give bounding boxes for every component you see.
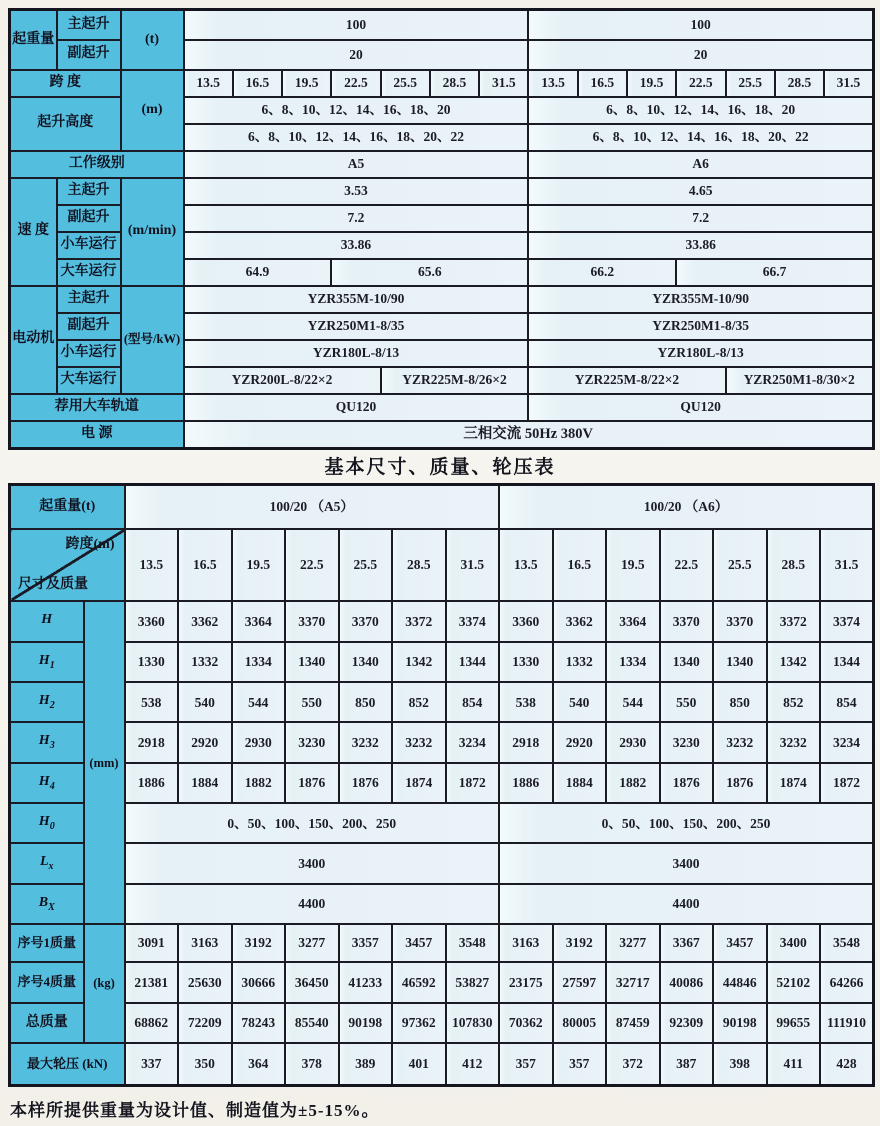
- span-a5-1: 13.5: [184, 70, 233, 97]
- row-H: [10, 601, 874, 641]
- row-power: [10, 421, 874, 449]
- cell-H4: 1886: [499, 763, 553, 803]
- cell-mass1: 3457: [713, 924, 767, 962]
- row-total-mass: [10, 1003, 874, 1043]
- cell-H4: 1884: [178, 763, 232, 803]
- cell-H3: 2920: [553, 722, 607, 762]
- cell-wheel: 398: [713, 1043, 767, 1085]
- motor-main-a6: YZR355M-10/90: [528, 286, 873, 313]
- dims-span-col: 13.5: [125, 529, 179, 602]
- span-a5-7: 31.5: [479, 70, 528, 97]
- cell-H2: 550: [660, 682, 714, 722]
- diag-span-label: 跨度(m): [65, 536, 115, 552]
- capacity-main-a5: 100: [184, 10, 529, 40]
- cell-H2: 540: [178, 682, 232, 722]
- dims-span-col: 31.5: [820, 529, 874, 602]
- cell-mass1: 3548: [446, 924, 500, 962]
- span-a6-3: 19.5: [627, 70, 676, 97]
- diag-dims-label: 尺寸及质量: [18, 577, 88, 593]
- lift-heights-main-a6: 6、8、10、12、14、16、18、20: [528, 97, 873, 124]
- cell-H3: 2918: [125, 722, 179, 762]
- cell-H2: 852: [392, 682, 446, 722]
- cell-H: 3362: [178, 601, 232, 641]
- cell-mass4: 23175: [499, 962, 553, 1002]
- span-a6-7: 31.5: [824, 70, 873, 97]
- cell-mass1: 3277: [285, 924, 339, 962]
- dims-table: [8, 483, 875, 1087]
- row-capacity-main: [10, 10, 874, 40]
- total-mass-label: 总质量: [10, 1003, 84, 1043]
- cell-H3: 3234: [446, 722, 500, 762]
- cell-mass1: 3091: [125, 924, 179, 962]
- row-speed-main: [10, 178, 874, 205]
- cell-H3: 2930: [606, 722, 660, 762]
- row-H2: [10, 682, 874, 722]
- cell-H1: 1340: [339, 642, 393, 682]
- cell-H: 3362: [553, 601, 607, 641]
- row-H4: [10, 763, 874, 803]
- cell-wheel: 411: [767, 1043, 821, 1085]
- cell-H1: 1340: [660, 642, 714, 682]
- cell-mass1: 3192: [553, 924, 607, 962]
- power-label: 电 源: [10, 421, 184, 449]
- row-label-H3: $H_3$: [10, 722, 84, 762]
- cell-mass1: 3548: [820, 924, 874, 962]
- motor-main-label: 主起升: [57, 286, 121, 313]
- cell-H1: 1330: [125, 642, 179, 682]
- cell-H: 3364: [232, 601, 286, 641]
- cell-Bx-a6: 4400: [499, 884, 874, 924]
- crane-travel-label: 大车运行: [57, 259, 121, 286]
- cell-H: 3372: [392, 601, 446, 641]
- cell-H3: 2920: [178, 722, 232, 762]
- dims-span-col: 13.5: [499, 529, 553, 602]
- cell-wheel: 357: [553, 1043, 607, 1085]
- span-a5-3: 19.5: [282, 70, 331, 97]
- row-wheel-load: [10, 1043, 874, 1085]
- motor-aux-a5: YZR250M1-8/35: [184, 313, 529, 340]
- cell-H4: 1874: [392, 763, 446, 803]
- cell-H2: 850: [339, 682, 393, 722]
- row-H0: [10, 803, 874, 843]
- cell-H2: 854: [820, 682, 874, 722]
- speed-trolley-a6: 33.86: [528, 232, 873, 259]
- cell-mass1: 3163: [178, 924, 232, 962]
- cell-H: 3372: [767, 601, 821, 641]
- cell-H1: 1332: [553, 642, 607, 682]
- row-label-H4: $H_4$: [10, 763, 84, 803]
- unit-m-label: (m): [121, 70, 184, 151]
- cell-Lx-a6: 3400: [499, 843, 874, 883]
- speed-crane-a6-a: 66.2: [528, 259, 676, 286]
- cell-wheel: 428: [820, 1043, 874, 1085]
- cell-Lx-a5: 3400: [125, 843, 500, 883]
- cell-wheel: 350: [178, 1043, 232, 1085]
- cell-H3: 3232: [713, 722, 767, 762]
- dims-cap-a6: 100/20 （A6）: [499, 485, 874, 529]
- span-a5-6: 28.5: [430, 70, 479, 97]
- spec-table: [8, 8, 875, 450]
- cell-total: 70362: [499, 1003, 553, 1043]
- speed-crane-a5-a: 64.9: [184, 259, 332, 286]
- speed-aux-label: 副起升: [57, 205, 121, 232]
- row-motor-main: [10, 286, 874, 313]
- span-a6-4: 22.5: [676, 70, 725, 97]
- cell-total: 97362: [392, 1003, 446, 1043]
- unit-mm-label: (mm): [84, 601, 125, 924]
- capacity-aux-a6: 20: [528, 40, 873, 70]
- cell-H2: 538: [499, 682, 553, 722]
- cell-wheel: 387: [660, 1043, 714, 1085]
- row-H1: [10, 642, 874, 682]
- cell-H4: 1886: [125, 763, 179, 803]
- capacity-label: 起重量: [10, 10, 57, 70]
- mass1-label: 序号1质量: [10, 924, 84, 962]
- cell-mass1: 3357: [339, 924, 393, 962]
- motor-crane-a5-a: YZR200L-8/22×2: [184, 367, 381, 394]
- diagonal-header-cell: [10, 529, 125, 602]
- motor-main-a5: YZR355M-10/90: [184, 286, 529, 313]
- span-a6-6: 28.5: [775, 70, 824, 97]
- footnote: 本样所提供重量为设计值、制造值为±5-15%。: [10, 1101, 380, 1120]
- dims-span-col: 31.5: [446, 529, 500, 602]
- cell-H3: 3232: [339, 722, 393, 762]
- cell-mass4: 53827: [446, 962, 500, 1002]
- cell-total: 90198: [339, 1003, 393, 1043]
- cell-H3: 3234: [820, 722, 874, 762]
- motor-aux-label: 副起升: [57, 313, 121, 340]
- cell-H: 3360: [125, 601, 179, 641]
- cell-total: 78243: [232, 1003, 286, 1043]
- dims-span-col: 19.5: [606, 529, 660, 602]
- cell-H4: 1872: [446, 763, 500, 803]
- row-Lx: [10, 843, 874, 883]
- speed-aux-a5: 7.2: [184, 205, 529, 232]
- cell-H4: 1882: [232, 763, 286, 803]
- dims-span-col: 28.5: [767, 529, 821, 602]
- cell-mass4: 32717: [606, 962, 660, 1002]
- aux-hoist-label: 副起升: [57, 40, 121, 70]
- speed-aux-a6: 7.2: [528, 205, 873, 232]
- motor-label: 电动机: [10, 286, 57, 394]
- duty-a5: A5: [184, 151, 529, 178]
- cell-H2: 544: [232, 682, 286, 722]
- cell-H4: 1876: [660, 763, 714, 803]
- cell-H4: 1876: [713, 763, 767, 803]
- motor-trolley-label: 小车运行: [57, 340, 121, 367]
- row-label-H2: $H_2$: [10, 682, 84, 722]
- cell-H4: 1884: [553, 763, 607, 803]
- cell-total: 80005: [553, 1003, 607, 1043]
- cell-mass4: 44846: [713, 962, 767, 1002]
- cell-wheel: 364: [232, 1043, 286, 1085]
- motor-crane-a6-b: YZR250M1-8/30×2: [726, 367, 874, 394]
- cell-H1: 1342: [392, 642, 446, 682]
- cell-wheel: 372: [606, 1043, 660, 1085]
- cell-H1: 1342: [767, 642, 821, 682]
- dims-span-col: 22.5: [285, 529, 339, 602]
- cell-wheel: 357: [499, 1043, 553, 1085]
- cell-H2: 544: [606, 682, 660, 722]
- span-a5-5: 25.5: [381, 70, 430, 97]
- cell-H1: 1332: [178, 642, 232, 682]
- cell-mass1: 3457: [392, 924, 446, 962]
- unit-m-min-label: (m/min): [121, 178, 184, 286]
- cell-H2: 852: [767, 682, 821, 722]
- cell-H3: 3230: [660, 722, 714, 762]
- cell-total: 85540: [285, 1003, 339, 1043]
- main-hoist-label: 主起升: [57, 10, 121, 40]
- speed-trolley-a5: 33.86: [184, 232, 529, 259]
- speed-main-a6: 4.65: [528, 178, 873, 205]
- cell-H: 3374: [446, 601, 500, 641]
- cell-H4: 1882: [606, 763, 660, 803]
- cell-wheel: 412: [446, 1043, 500, 1085]
- row-dims-capacity: [10, 485, 874, 529]
- wheel-load-label: 最大轮压 (kN): [10, 1043, 125, 1085]
- unit-model-kw-label: (型号/kW): [121, 286, 184, 394]
- cell-H2: 538: [125, 682, 179, 722]
- unit-kg-label: (kg): [84, 924, 125, 1043]
- cell-total: 68862: [125, 1003, 179, 1043]
- cell-total: 72209: [178, 1003, 232, 1043]
- dims-span-col: 25.5: [713, 529, 767, 602]
- cell-H: 3370: [660, 601, 714, 641]
- speed-label: 速 度: [10, 178, 57, 286]
- motor-trolley-a5: YZR180L-8/13: [184, 340, 529, 367]
- cell-H1: 1344: [446, 642, 500, 682]
- mass4-label: 序号4质量: [10, 962, 84, 1002]
- lift-height-label: 起升高度: [10, 97, 121, 151]
- row-label-Lx: $L_x$: [10, 843, 84, 883]
- lift-heights-main-a5: 6、8、10、12、14、16、18、20: [184, 97, 529, 124]
- cell-H: 3370: [713, 601, 767, 641]
- span-a6-1: 13.5: [528, 70, 577, 97]
- cell-H3: 2918: [499, 722, 553, 762]
- cell-wheel: 401: [392, 1043, 446, 1085]
- row-label-H0: $H_0$: [10, 803, 84, 843]
- dims-span-col: 16.5: [553, 529, 607, 602]
- row-span: [10, 70, 874, 97]
- cell-mass4: 27597: [553, 962, 607, 1002]
- duty-a6: A6: [528, 151, 873, 178]
- duty-class-label: 工作级别: [10, 151, 184, 178]
- cell-H4: 1876: [285, 763, 339, 803]
- cell-total: 99655: [767, 1003, 821, 1043]
- cell-H1: 1334: [232, 642, 286, 682]
- row-dims-spans: [10, 529, 874, 602]
- motor-crane-a6-a: YZR225M-8/22×2: [528, 367, 725, 394]
- speed-main-a5: 3.53: [184, 178, 529, 205]
- cell-H2: 540: [553, 682, 607, 722]
- cell-H: 3360: [499, 601, 553, 641]
- row-label-Bx: $B_X$: [10, 884, 84, 924]
- motor-aux-a6: YZR250M1-8/35: [528, 313, 873, 340]
- motor-crane-a5-b: YZR225M-8/26×2: [381, 367, 529, 394]
- cell-total: 92309: [660, 1003, 714, 1043]
- cell-H4: 1876: [339, 763, 393, 803]
- cell-mass4: 25630: [178, 962, 232, 1002]
- capacity-main-a6: 100: [528, 10, 873, 40]
- cell-mass4: 30666: [232, 962, 286, 1002]
- lift-heights-aux-a5: 6、8、10、12、14、16、18、20、22: [184, 124, 529, 151]
- cell-H: 3364: [606, 601, 660, 641]
- cell-H0-a6: 0、50、100、150、200、250: [499, 803, 874, 843]
- row-duty-class: [10, 151, 874, 178]
- speed-main-label: 主起升: [57, 178, 121, 205]
- cell-mass4: 46592: [392, 962, 446, 1002]
- cell-mass4: 52102: [767, 962, 821, 1002]
- trolley-travel-label: 小车运行: [57, 232, 121, 259]
- dims-cap-a5: 100/20 （A5）: [125, 485, 500, 529]
- row-H3: [10, 722, 874, 762]
- cell-wheel: 378: [285, 1043, 339, 1085]
- cell-mass1: 3367: [660, 924, 714, 962]
- cell-H1: 1330: [499, 642, 553, 682]
- speed-crane-a5-b: 65.6: [331, 259, 528, 286]
- span-label: 跨 度: [10, 70, 121, 97]
- cell-mass4: 41233: [339, 962, 393, 1002]
- cell-total: 107830: [446, 1003, 500, 1043]
- power-supply-value: 三相交流 50Hz 380V: [184, 421, 874, 449]
- lift-heights-aux-a6: 6、8、10、12、14、16、18、20、22: [528, 124, 873, 151]
- cell-H1: 1334: [606, 642, 660, 682]
- cell-H2: 850: [713, 682, 767, 722]
- cell-H4: 1874: [767, 763, 821, 803]
- cell-H: 3370: [285, 601, 339, 641]
- cell-mass1: 3277: [606, 924, 660, 962]
- dims-table-title: 基本尺寸、质量、轮压表: [324, 457, 556, 478]
- dims-capacity-label: 起重量(t): [10, 485, 125, 529]
- cell-H3: 3232: [392, 722, 446, 762]
- dims-span-col: 28.5: [392, 529, 446, 602]
- cell-mass4: 21381: [125, 962, 179, 1002]
- cell-mass4: 40086: [660, 962, 714, 1002]
- cell-H3: 3232: [767, 722, 821, 762]
- cell-H: 3370: [339, 601, 393, 641]
- row-label-H: H: [10, 601, 84, 641]
- motor-trolley-a6: YZR180L-8/13: [528, 340, 873, 367]
- cell-H3: 3230: [285, 722, 339, 762]
- dims-span-col: 19.5: [232, 529, 286, 602]
- row-mass1: [10, 924, 874, 962]
- cell-H3: 2930: [232, 722, 286, 762]
- cell-mass4: 36450: [285, 962, 339, 1002]
- rail-a6: QU120: [528, 394, 873, 421]
- cell-wheel: 389: [339, 1043, 393, 1085]
- cell-H: 3374: [820, 601, 874, 641]
- row-rail: [10, 394, 874, 421]
- dims-span-col: 22.5: [660, 529, 714, 602]
- span-a5-4: 22.5: [331, 70, 380, 97]
- cell-H2: 550: [285, 682, 339, 722]
- cell-H1: 1340: [285, 642, 339, 682]
- cell-H0-a5: 0、50、100、150、200、250: [125, 803, 500, 843]
- row-mass4: [10, 962, 874, 1002]
- cell-total: 90198: [713, 1003, 767, 1043]
- cell-mass4: 64266: [820, 962, 874, 1002]
- unit-t-label: (t): [121, 10, 184, 70]
- cell-total: 111910: [820, 1003, 874, 1043]
- row-label-H1: $H_1$: [10, 642, 84, 682]
- rail-label: 荐用大车轨道: [10, 394, 184, 421]
- cell-Bx-a5: 4400: [125, 884, 500, 924]
- motor-crane-label: 大车运行: [57, 367, 121, 394]
- cell-mass1: 3163: [499, 924, 553, 962]
- capacity-aux-a5: 20: [184, 40, 529, 70]
- cell-mass1: 3192: [232, 924, 286, 962]
- rail-a5: QU120: [184, 394, 529, 421]
- cell-H4: 1872: [820, 763, 874, 803]
- span-a6-5: 25.5: [726, 70, 775, 97]
- speed-crane-a6-b: 66.7: [676, 259, 873, 286]
- row-Bx: [10, 884, 874, 924]
- cell-H1: 1344: [820, 642, 874, 682]
- cell-wheel: 337: [125, 1043, 179, 1085]
- cell-H1: 1340: [713, 642, 767, 682]
- dims-span-col: 25.5: [339, 529, 393, 602]
- cell-H2: 854: [446, 682, 500, 722]
- cell-mass1: 3400: [767, 924, 821, 962]
- dims-span-col: 16.5: [178, 529, 232, 602]
- span-a6-2: 16.5: [578, 70, 627, 97]
- cell-total: 87459: [606, 1003, 660, 1043]
- span-a5-2: 16.5: [233, 70, 282, 97]
